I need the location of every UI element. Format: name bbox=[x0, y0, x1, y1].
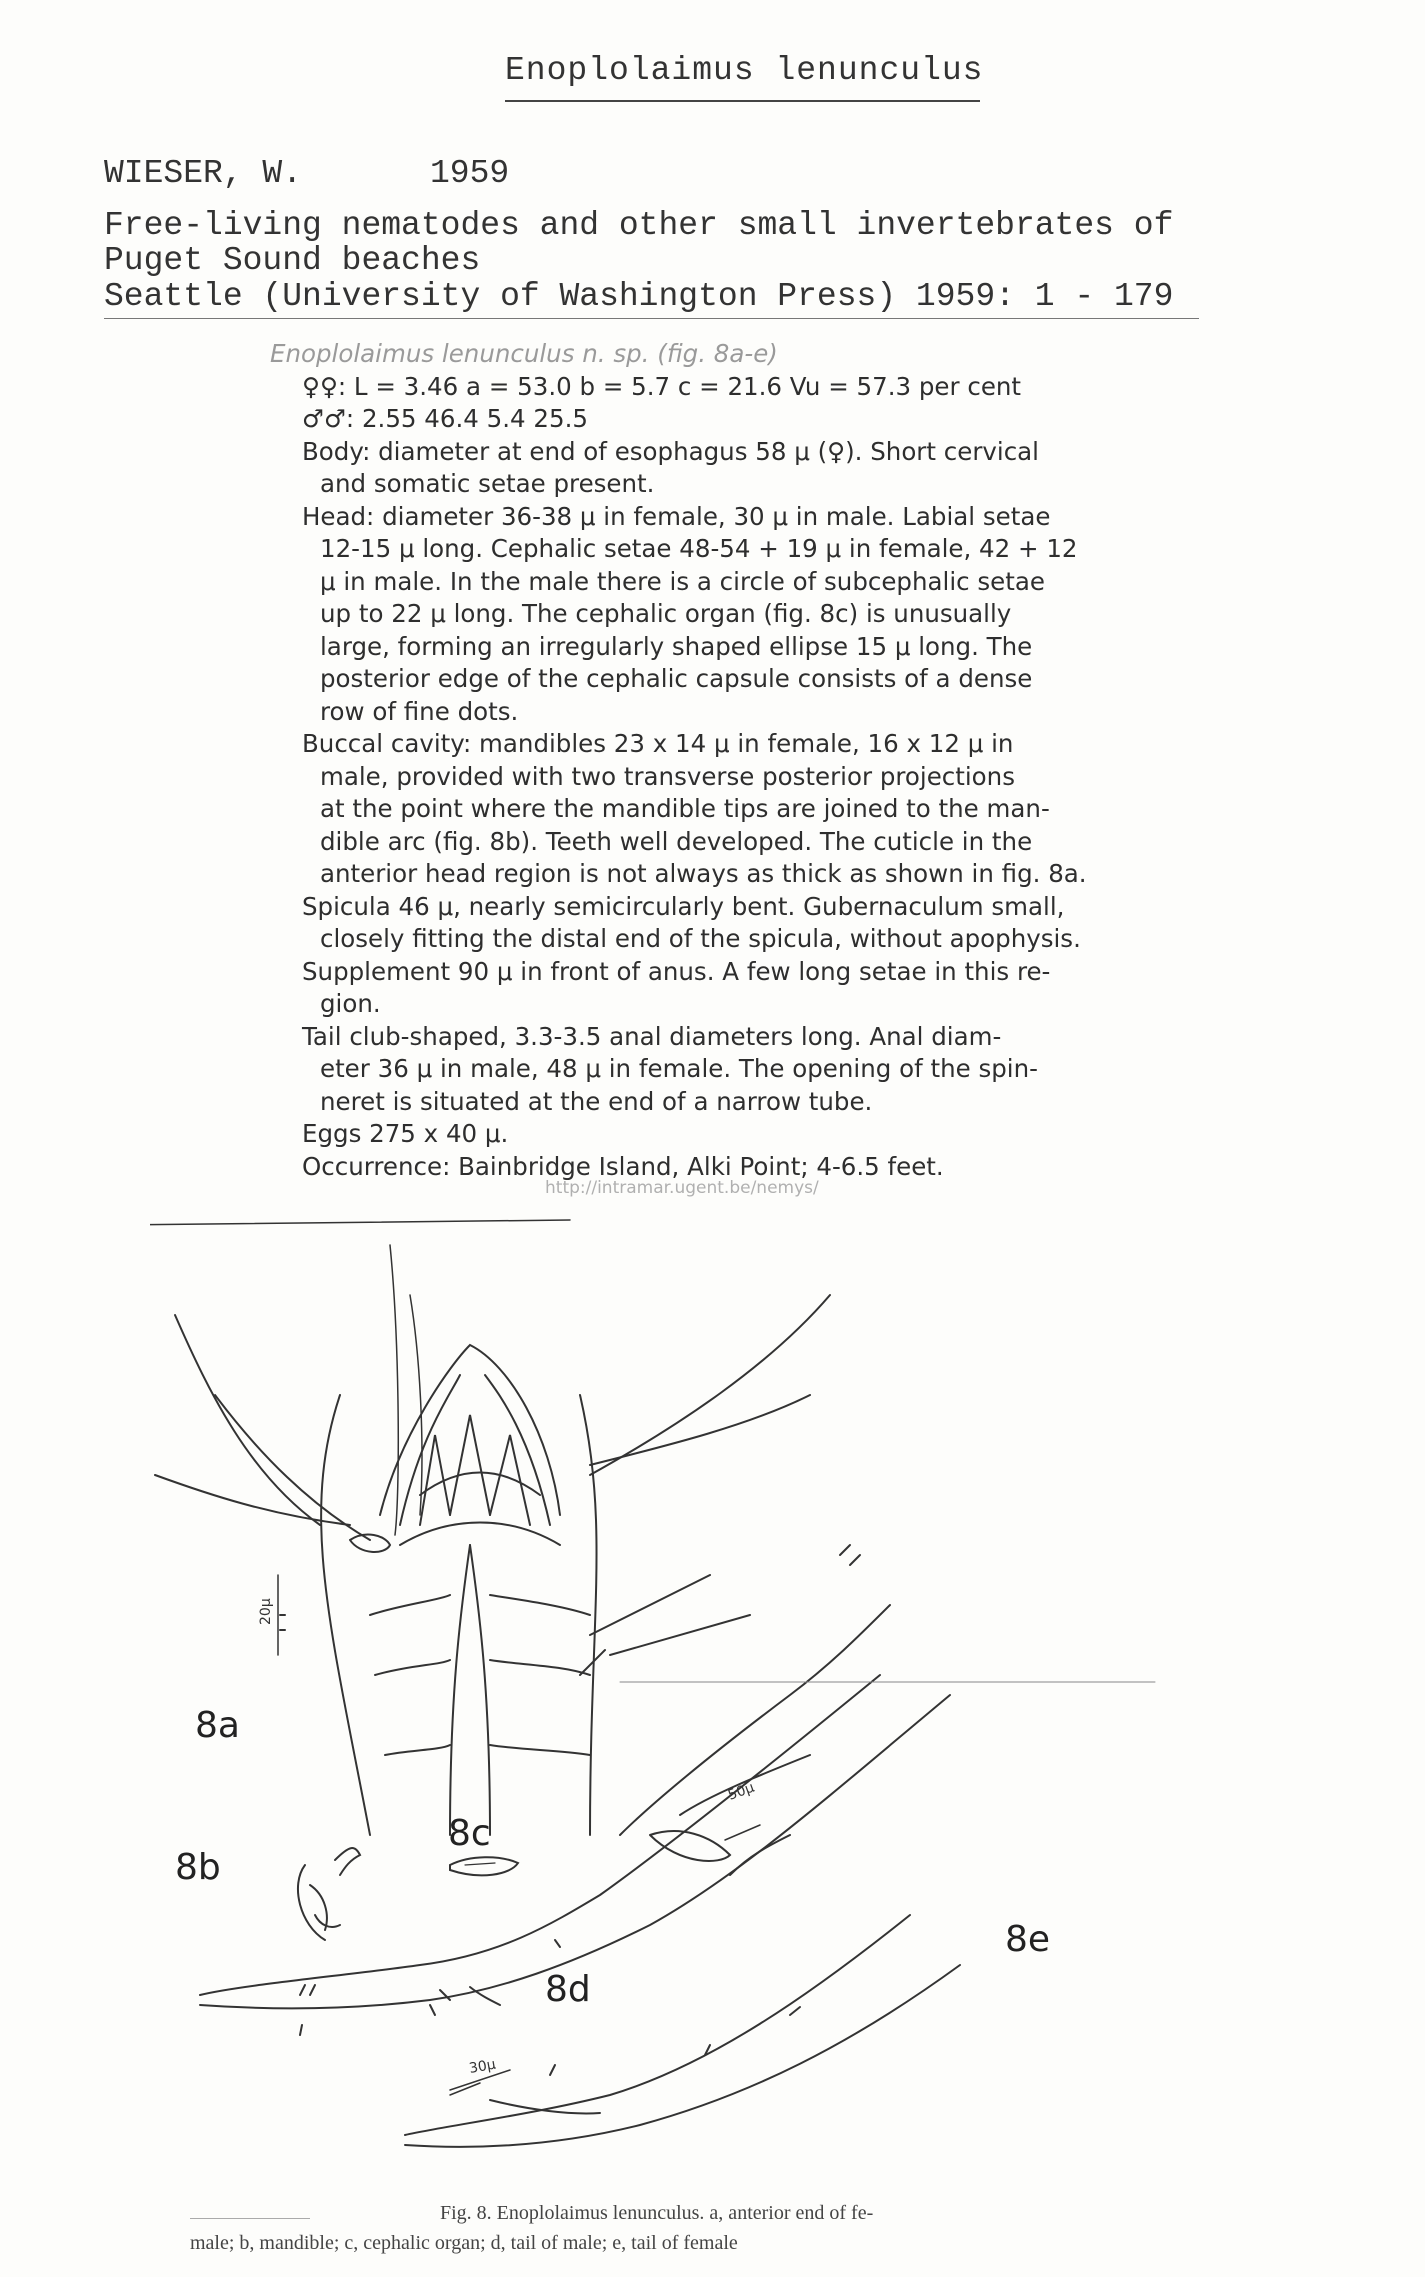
figure-caption bbox=[190, 2198, 1120, 2258]
description-line: dible arc (fig. 8b). Teeth well developed. The cuticle in the bbox=[320, 826, 1033, 856]
figure-8e-scale-bar bbox=[725, 1825, 760, 1840]
citation-line-1: Free-living nematodes and other small invertebrates of bbox=[104, 207, 1174, 244]
description-line: up to 22 μ long. The cephalic organ (fig. 8c) is unusually bbox=[320, 599, 1012, 628]
citation-line-3: Seattle (University of Washington Press) 1959: 1 - 179 bbox=[104, 278, 1174, 315]
figure-label-8e: 8e bbox=[1005, 1919, 1051, 1960]
description-line: μ in male. In the male there is a circle of subcephalic setae bbox=[320, 566, 1045, 596]
title-underline bbox=[505, 100, 980, 102]
description-line: Eggs 275 x 40 μ. bbox=[302, 1119, 509, 1148]
female-measurements: ♀♀: L = 3.46 a = 53.0 b = 5.7 c = 21.6 Vu = 57.3 per cent bbox=[302, 371, 1022, 401]
description-line: Buccal cavity: mandibles 23 x 14 μ in female, 16 x 12 μ in bbox=[302, 729, 1014, 758]
citation-year: 1959 bbox=[430, 155, 510, 192]
watermark-url: http://intramar.ugent.be/nemys/ bbox=[545, 1178, 819, 1198]
description-line: Head: diameter 36-38 μ in female, 30 μ in male. Labial setae bbox=[302, 501, 1051, 531]
description-line: Spicula 46 μ, nearly semicircularly bent. Gubernaculum small, bbox=[302, 891, 1065, 921]
species-description bbox=[270, 338, 1170, 1183]
page-title: Enoplolaimus lenunculus bbox=[505, 52, 984, 89]
figure-8c-cephalic-organ-drawing bbox=[450, 1857, 518, 1875]
citation-rule bbox=[104, 318, 1199, 319]
description-line: at the point where the mandible tips are joined to the man- bbox=[320, 794, 1050, 823]
citation-line-2: Puget Sound beaches bbox=[104, 242, 481, 279]
description-line: eter 36 μ in male, 48 μ in female. The opening of the spin- bbox=[320, 1054, 1038, 1083]
figure-label-8b: 8b bbox=[175, 1847, 221, 1888]
description-line: Supplement 90 μ in front of anus. A few long setae in this re- bbox=[302, 956, 1051, 986]
scale-label-8d: 30μ bbox=[467, 2056, 498, 2077]
figure-label-8a: 8a bbox=[195, 1705, 240, 1746]
caption-line-1: Fig. 8. Enoplolaimus lenunculus. a, anterior end of fe- bbox=[440, 2202, 874, 2224]
description-line: anterior head region is not always as thick as shown in fig. 8a. bbox=[320, 859, 1087, 888]
description-line: closely fitting the distal end of the spicula, without apophysis. bbox=[320, 924, 1081, 953]
scale-label-8a: 20μ bbox=[258, 1598, 274, 1625]
description-line: posterior edge of the cephalic capsule consists of a dense bbox=[320, 664, 1033, 693]
description-line: Tail club-shaped, 3.3-3.5 anal diameters long. Anal diam- bbox=[302, 1021, 1002, 1051]
description-line: neret is situated at the end of a narrow tube. bbox=[320, 1086, 873, 1116]
figure-label-8d: 8d bbox=[545, 1969, 591, 2010]
description-line: Body: diameter at end of esophagus 58 μ (♀). Short cervical bbox=[302, 436, 1039, 466]
citation-author: WIESER, W. bbox=[104, 155, 303, 192]
figure-8d-male-tail-drawing bbox=[200, 1545, 950, 2035]
scale-label-8e: 50μ bbox=[725, 1779, 757, 1804]
description-heading: Enoplolaimus lenunculus n. sp. (fig. 8a-e) bbox=[270, 339, 778, 368]
description-line: Occurrence: Bainbridge Island, Alki Point; 4-6.5 feet. bbox=[302, 1151, 944, 1181]
description-line: large, forming an irregularly shaped ellipse 15 μ long. The bbox=[320, 631, 1033, 661]
description-line: row of fine dots. bbox=[320, 696, 519, 726]
male-measurements: ♂♂: 2.55 46.4 5.4 25.5 bbox=[302, 404, 588, 433]
figure-8b-mandible-drawing bbox=[298, 1848, 360, 1940]
description-line: male, provided with two transverse posterior projections bbox=[320, 761, 1015, 791]
description-line: 12-15 μ long. Cephalic setae 48-54 + 19 μ in female, 42 + 12 bbox=[320, 534, 1078, 563]
figure-label-8c: 8c bbox=[448, 1813, 491, 1854]
description-line: gion. bbox=[320, 989, 381, 1018]
figure-8-drawings bbox=[150, 1195, 1180, 2195]
caption-line-2: male; b, mandible; c, cephalic organ; d, tail of male; e, tail of female bbox=[190, 2232, 738, 2254]
description-line: and somatic setae present. bbox=[320, 469, 655, 498]
